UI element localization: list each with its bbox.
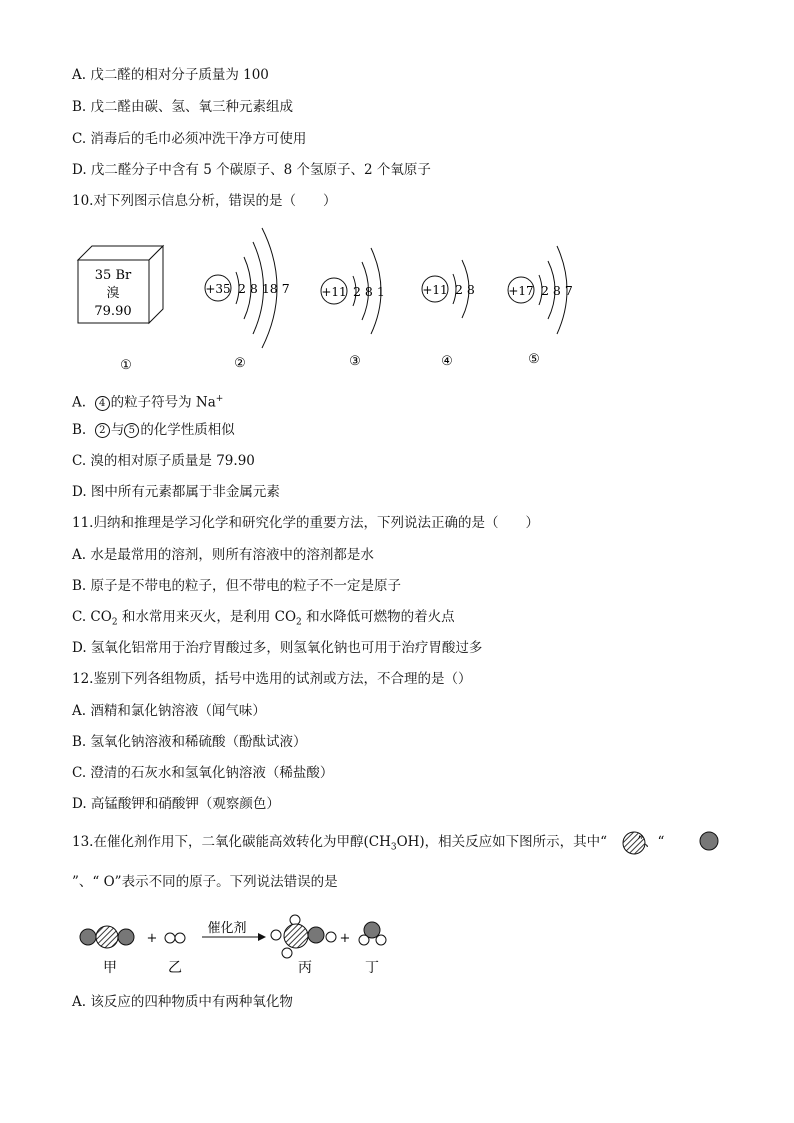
electron-config: 2 8 7 — [541, 283, 573, 298]
reaction-diagram — [80, 915, 386, 976]
electron-config: 2 8 — [455, 282, 475, 297]
nucleus-charge: +11 — [422, 283, 448, 297]
label-jia: 甲 — [103, 960, 117, 976]
circled-number-2: 2 — [95, 423, 110, 438]
q9-option-c: C. 消毒后的毛巾必须冲洗干净方可使用 — [72, 131, 307, 147]
catalyst-label: 催化剂 — [207, 921, 247, 936]
q11-option-b: B. 原子是不带电的粒子，但不带电的粒子不一定是原子 — [72, 578, 402, 594]
circled-number-4: 4 — [95, 396, 110, 411]
atom-diagram-na — [321, 248, 385, 334]
q12-option-c: C. 澄清的石灰水和氢氧化钠溶液（稀盐酸） — [72, 765, 334, 781]
figure-label-3: ③ — [349, 354, 361, 369]
figure-label-5: ⑤ — [528, 352, 540, 367]
q12-option-d: D. 高锰酸钾和硝酸钾（观察颜色） — [72, 796, 280, 812]
electron-config: 2 8 1 — [353, 284, 385, 299]
q12-option-b: B. 氢氧化钠溶液和稀硫酸（酚酞试液） — [72, 734, 307, 750]
nucleus-charge: +17 — [508, 284, 534, 298]
atom-diagram-br — [205, 228, 290, 348]
q10-option-d: D. 图中所有元素都属于非金属元素 — [72, 484, 280, 500]
q9-option-d: D. 戊二醛分子中含有 5 个碳原子、8 个氢原子、2 个氧原子 — [72, 162, 431, 178]
atom-diagram-na-ion — [422, 260, 475, 318]
q9-option-b: B. 戊二醛由碳、氢、氧三种元素组成 — [72, 99, 294, 115]
q11-option-d: D. 氢氧化铝常用于治疗胃酸过多，则氢氧化钠也可用于治疗胃酸过多 — [72, 640, 483, 656]
q12-stem: 12.鉴别下列各组物质，括号中选用的试剂或方法，不合理的是（） — [72, 671, 472, 687]
figure-label-4: ④ — [441, 354, 453, 369]
q10-option-b: B. 2 与 5 的化学性质相似 — [72, 422, 235, 438]
label-bing: 丙 — [298, 960, 312, 976]
circled-number-5: 5 — [124, 423, 139, 438]
element-number-symbol: 35 Br — [94, 268, 132, 283]
q13-stem-line2: ”、“ O”表示不同的原子。下列说法错误的是 — [72, 874, 338, 890]
q10-option-a: A. 4 的粒子符号为 Na+ — [72, 394, 224, 411]
nucleus-charge: +35 — [205, 282, 231, 296]
figure-label-2: ② — [234, 356, 246, 371]
label-yi: 乙 — [168, 960, 182, 976]
element-card — [78, 246, 163, 323]
plus-sign: + — [339, 931, 351, 946]
figure-label-1: ① — [120, 358, 132, 373]
label-ding: 丁 — [365, 960, 379, 976]
q9-option-a: A. 戊二醛的相对分子质量为 100 — [72, 67, 269, 83]
nucleus-charge: +11 — [321, 285, 347, 299]
q12-option-a: A. 酒精和氯化钠溶液（闻气味） — [72, 703, 266, 719]
atom-diagram-cl — [508, 246, 573, 334]
q10-option-c: C. 溴的相对原子质量是 79.90 — [72, 453, 255, 469]
plus-sign: + — [146, 931, 158, 946]
q13-stem-line1: 13.在催化剂作用下，二氧化碳能高效转化为甲醇$(CH_3OH)$，相关反应如下图所示，其中“ ”、“ — [72, 834, 665, 853]
q11-option-c: C. $CO_2$ 和水常用来灭火，是利用 $CO_2$ 和水降低可燃物的着火点 — [72, 609, 455, 628]
q10-stem: 10.对下列图示信息分析，错误的是（ ） — [72, 193, 337, 209]
q13-option-a: A. 该反应的四种物质中有两种氧化物 — [72, 994, 293, 1010]
q11-option-a: A. 水是最常用的溶剂，则所有溶液中的溶剂都是水 — [72, 547, 374, 563]
electron-config: 2 8 18 7 — [238, 281, 290, 296]
element-name: 溴 — [106, 286, 120, 301]
element-mass: 79.90 — [94, 304, 132, 319]
q11-stem: 11.归纳和推理是学习化学和研究化学的重要方法，下列说法正确的是（ ） — [72, 515, 539, 531]
gray-atom-icon — [700, 832, 718, 850]
